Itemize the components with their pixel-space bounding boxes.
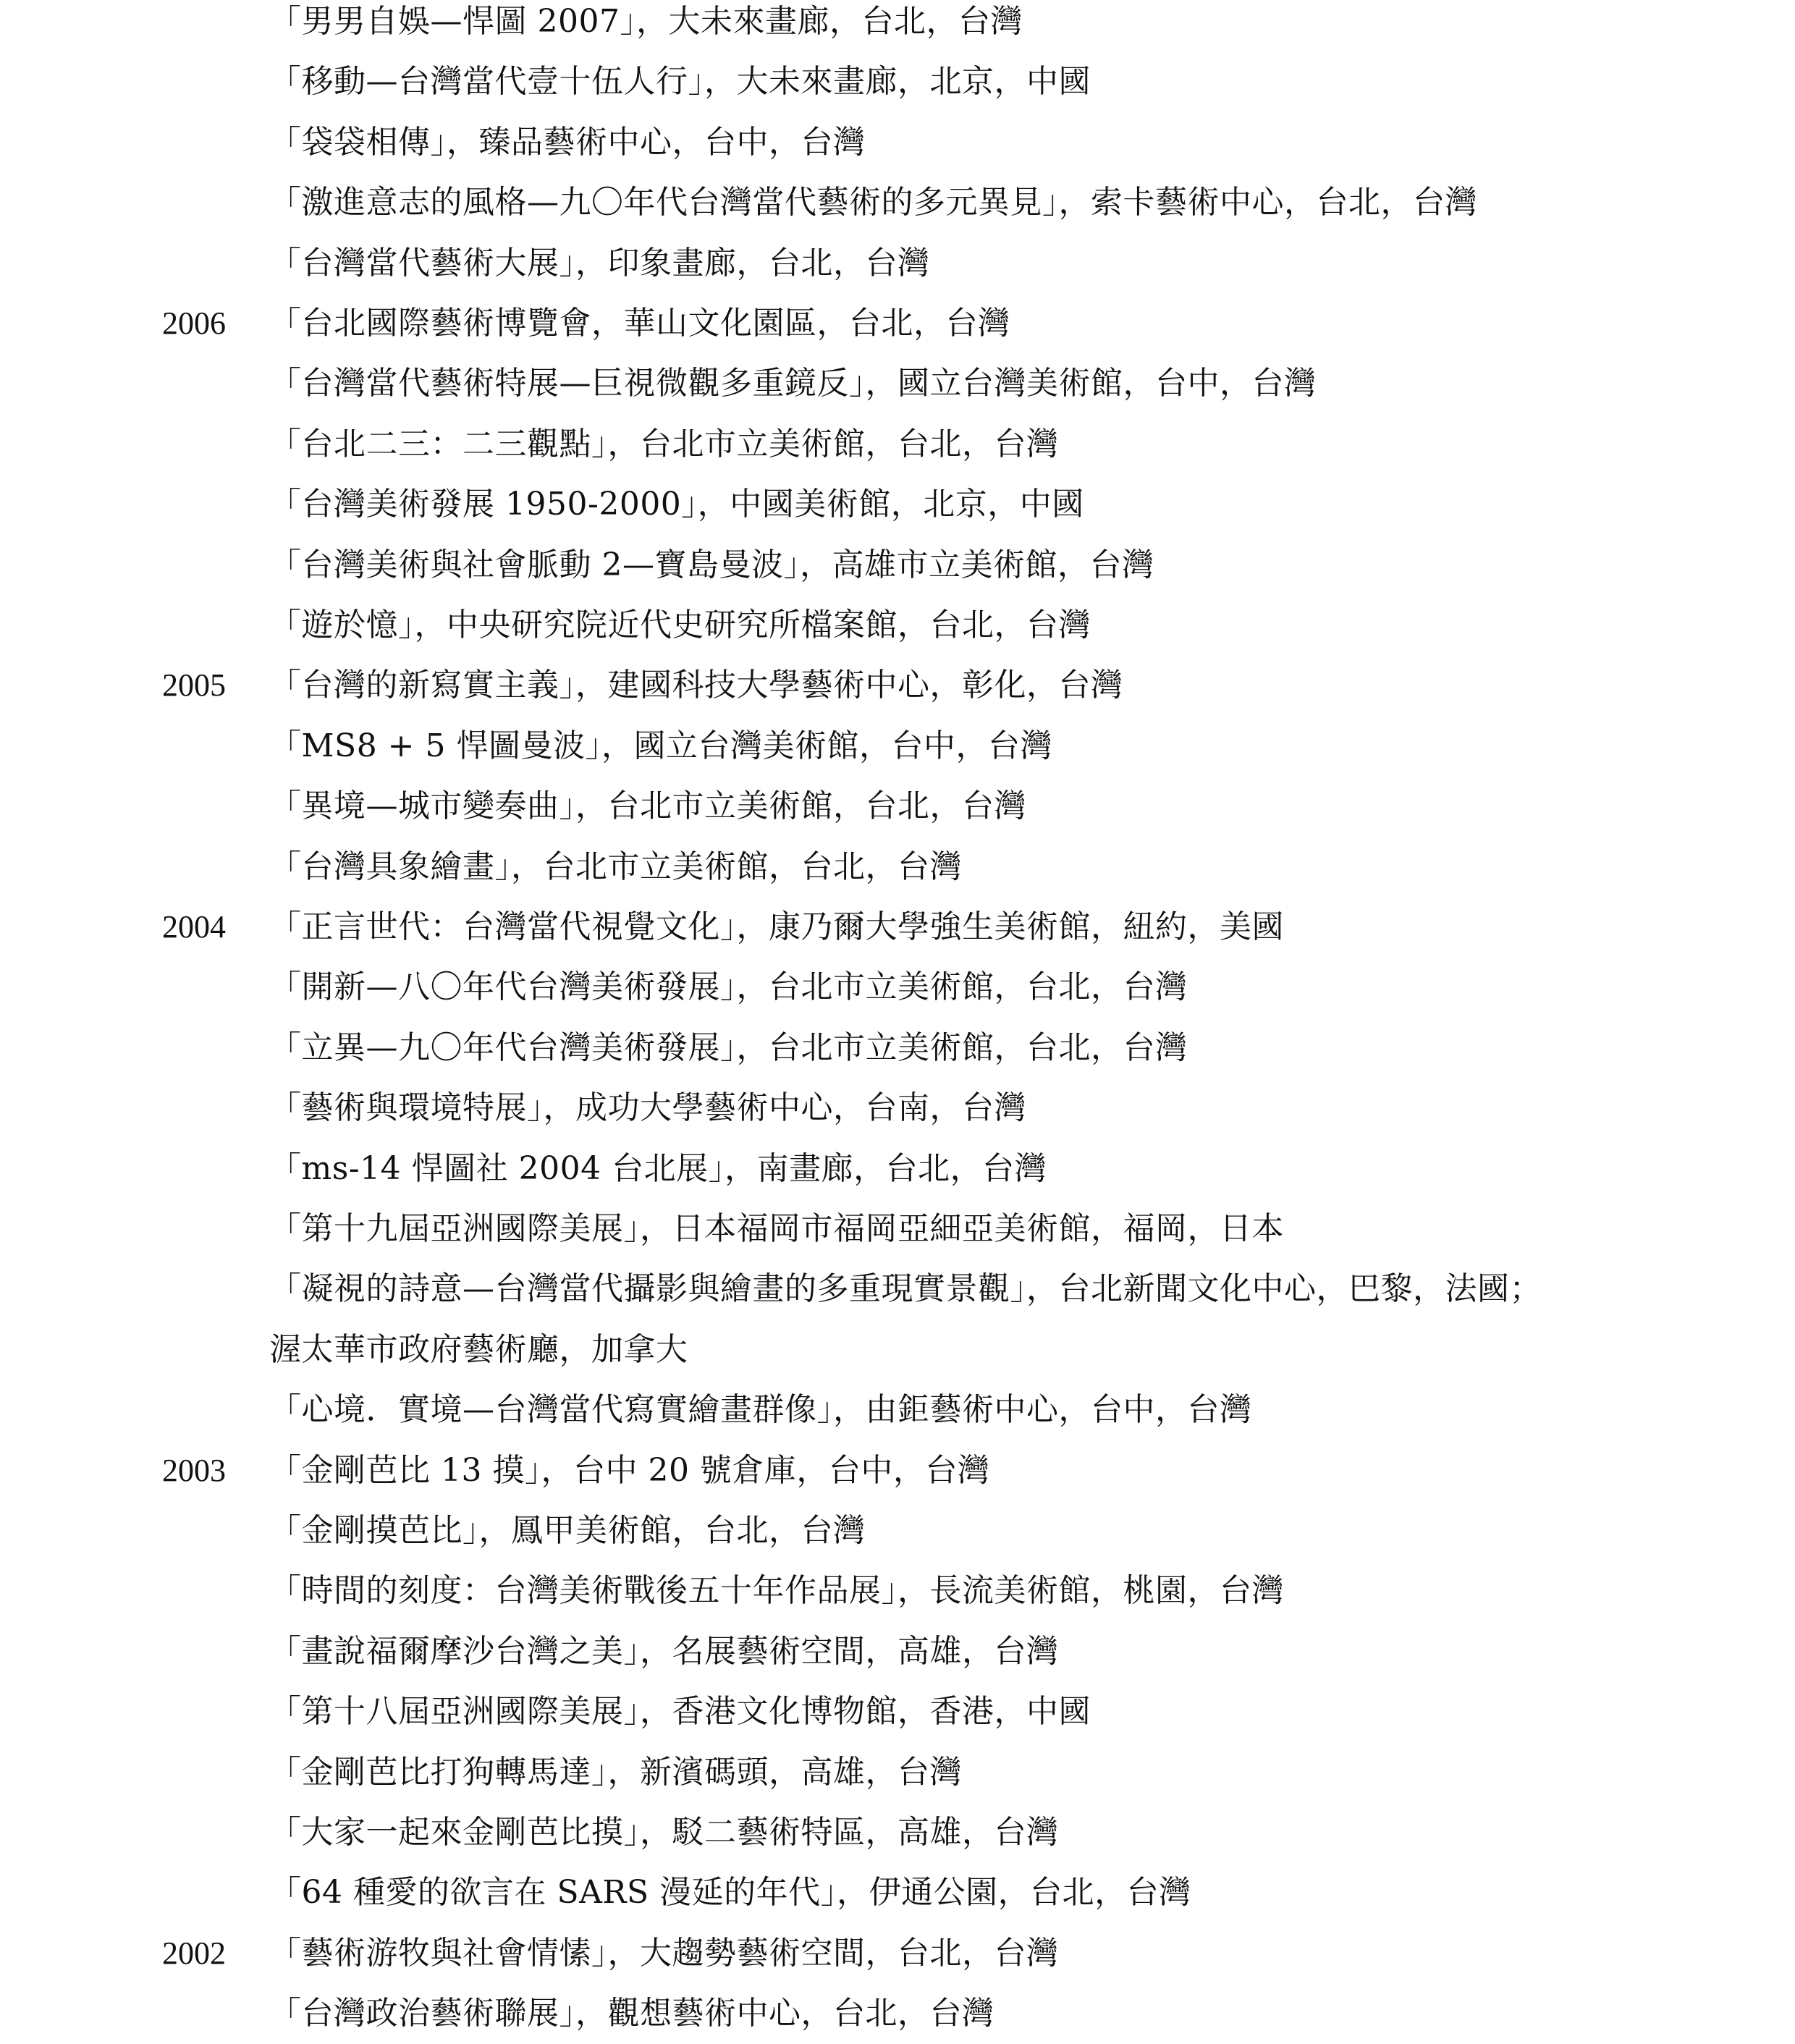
list-item	[0, 1018, 1795, 1078]
entry-text: 「台北二三：二三觀點」，台北市立美術館，台北，台灣	[269, 425, 1059, 463]
entry-text: 「金剛芭比打狗轉馬達」，新濱碼頭，高雄，台灣	[269, 1753, 962, 1791]
entry-text: 「袋袋相傳」，臻品藝術中心，台中，台灣	[269, 123, 866, 161]
entry-text: 「金剛芭比 13 摸」，台中 20 號倉庫，台中，台灣	[269, 1451, 990, 1489]
list-item	[0, 1621, 1795, 1682]
entry-text: 渥太華市政府藝術廳，加拿大	[269, 1330, 688, 1368]
entry-text: 「立異—九〇年代台灣美術發展」，台北市立美術館，台北，台灣	[269, 1029, 1188, 1066]
list-item	[0, 1742, 1795, 1803]
list-item	[0, 837, 1795, 898]
entry-text: 「64 種愛的欲言在 SARS 漫延的年代」，伊通公園，台北，台灣	[269, 1874, 1191, 1912]
entry-text: 「台灣當代藝術大展」，印象畫廊，台北，台灣	[269, 244, 930, 282]
entry-year: 2004	[162, 909, 226, 945]
entry-text: 「正言世代：台灣當代視覺文化」，康乃爾大學強生美術館，紐約，美國	[269, 908, 1284, 945]
entry-text: 「台灣當代藝術特展—巨視微觀多重鏡反」，國立台灣美術館，台中，台灣	[269, 365, 1317, 402]
entry-text: 「ms-14 悍圖社 2004 台北展」，南畫廊，台北，台灣	[269, 1149, 1047, 1187]
entry-text: 「藝術游牧與社會情愫」，大趨勢藝術空間，台北，台灣	[269, 1934, 1059, 1972]
list-item	[0, 112, 1795, 173]
list-item	[0, 1983, 1795, 2044]
list-item	[0, 353, 1795, 414]
entry-year: 2006	[162, 305, 226, 341]
entry-text: 「MS8 + 5 悍圖曼波」，國立台灣美術館，台中，台灣	[269, 727, 1053, 764]
entry-text: 「心境．實境—台灣當代寫實繪畫群像」，由鉅藝術中心，台中，台灣	[269, 1391, 1252, 1429]
entry-text: 「台灣美術與社會脈動 2—寶島曼波」，高雄市立美術館，台灣	[269, 546, 1154, 583]
list-item	[0, 1259, 1795, 1319]
entry-text: 「金剛摸芭比」，鳳甲美術館，台北，台灣	[269, 1512, 866, 1549]
entry-text: 「台灣政治藝術聯展」，觀想藝術中心，台北，台灣	[269, 1995, 994, 2032]
entry-text: 「台北國際藝術博覽會，華山文化園區，台北，台灣	[269, 305, 1010, 342]
entry-year: 2002	[162, 1935, 226, 1971]
list-item	[0, 595, 1795, 656]
list-item	[0, 474, 1795, 535]
list-item	[0, 414, 1795, 475]
list-item	[0, 1923, 1795, 1984]
list-item	[0, 233, 1795, 294]
list-item	[0, 1440, 1795, 1501]
entry-text: 「激進意志的風格—九〇年代台灣當代藝術的多元異見」，索卡藝術中心，台北，台灣	[269, 184, 1477, 221]
entry-year: 2005	[162, 667, 226, 704]
entry-text: 「凝視的詩意—台灣當代攝影與繪畫的多重現實景觀」，台北新聞文化中心，巴黎，法國；	[269, 1270, 1542, 1308]
entry-text: 「藝術與環境特展」，成功大學藝術中心，台南，台灣	[269, 1089, 1026, 1127]
list-item	[0, 1199, 1795, 1259]
list-item	[0, 1802, 1795, 1863]
list-item	[0, 1319, 1795, 1380]
entry-text: 「第十八屆亞洲國際美展」，香港文化博物館，香港，中國	[269, 1693, 1091, 1731]
list-item	[0, 172, 1795, 233]
list-item	[0, 1561, 1795, 1621]
list-item	[0, 535, 1795, 596]
list-item	[0, 897, 1795, 958]
entry-text: 「台灣具象繪畫」，台北市立美術館，台北，台灣	[269, 848, 962, 885]
list-item	[0, 1139, 1795, 1199]
list-item	[0, 1681, 1795, 1742]
entry-text: 「畫說福爾摩沙台灣之美」，名展藝術空間，高雄，台灣	[269, 1632, 1059, 1670]
list-item	[0, 1862, 1795, 1923]
entry-text: 「大家一起來金剛芭比摸」，駁二藝術特區，高雄，台灣	[269, 1814, 1059, 1851]
entry-text: 「台灣美術發展 1950-2000」，中國美術館，北京，中國	[269, 486, 1084, 523]
entry-year: 2003	[162, 1452, 226, 1488]
list-item	[0, 716, 1795, 777]
list-item	[0, 1500, 1795, 1561]
list-item	[0, 1078, 1795, 1139]
entry-text: 「遊於憶」，中央研究院近代史研究所檔案館，台北，台灣	[269, 607, 1091, 643]
entry-text: 「男男自娛—悍圖 2007」，大未來畫廊，台北，台灣	[269, 3, 1023, 40]
list-item	[0, 0, 1795, 52]
entry-text: 「台灣的新寫實主義」，建國科技大學藝術中心，彰化，台灣	[269, 667, 1123, 704]
entry-text: 「開新—八〇年代台灣美術發展」，台北市立美術館，台北，台灣	[269, 968, 1188, 1006]
list-item	[0, 957, 1795, 1018]
list-item	[0, 776, 1795, 837]
list-item	[0, 1380, 1795, 1440]
list-item	[0, 51, 1795, 112]
entry-text: 「移動—台灣當代壹十伍人行」，大未來畫廊，北京，中國	[269, 63, 1091, 101]
entry-text: 「異境—城市變奏曲」，台北市立美術館，台北，台灣	[269, 787, 1026, 825]
entry-text: 「時間的刻度：台灣美術戰後五十年作品展」，長流美術館，桃園，台灣	[269, 1572, 1284, 1610]
list-item	[0, 655, 1795, 716]
entry-text: 「第十九屆亞洲國際美展」，日本福岡市福岡亞細亞美術館，福岡，日本	[269, 1210, 1284, 1247]
list-item	[0, 293, 1795, 354]
